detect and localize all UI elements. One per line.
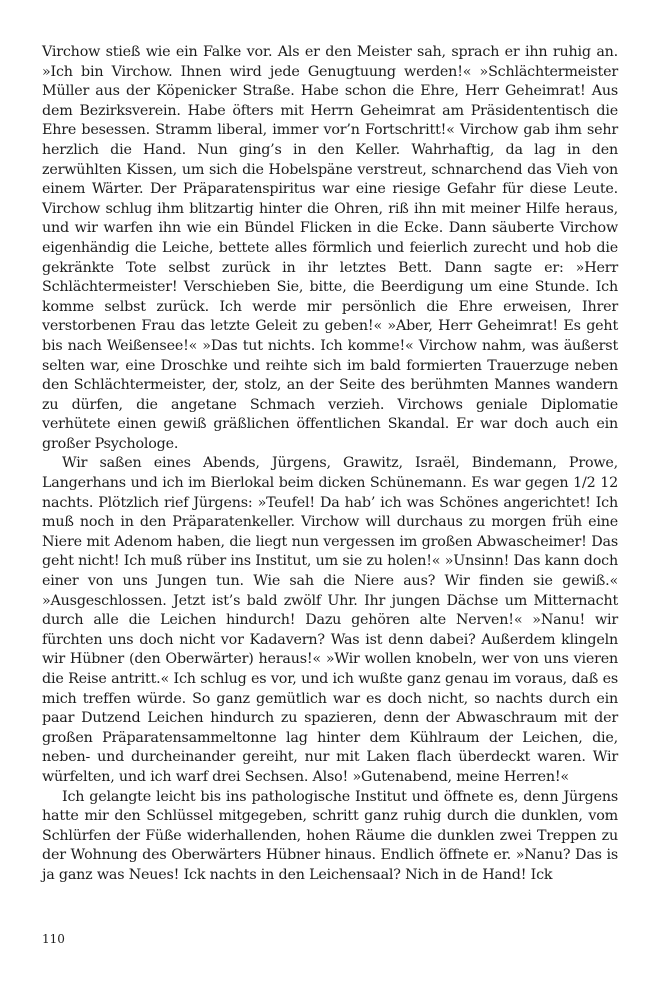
paragraph-pathologisches-institut: Ich gelangte leicht bis ins pathologische Institut und öffnete es, denn Jürgens hatte mir den Schlüssel mitgegeben, schritt ganz ruhig durch die dunklen, vom Schlürfen der Füße widerhallenden, hohen Räume die dunklen zwei Treppen zu der Wohnung des Oberwärters Hübner hinaus. Endlich öffnete er. »Nanu? Das is ja ganz was Neues! Ick nachts in den Leichensaal? Nich in de Hand! Ick (42, 788, 618, 883)
page-number: 110 (42, 932, 65, 946)
paragraph-virchow-falke: Virchow stieß wie ein Falke vor. Als er den Meister sah, sprach er ihn ruhig an. »Ich bin Virchow. Ihnen wird jede Genugtuung werden!« »Schlächtermeister Müller aus der Köpenicker Straße. Habe schon die Ehre, Herr Geheimrat! Aus dem Bezirksverein. Habe öfters mit Herrn Geheimrat am Präsidententisch die Ehre besessen. Stramm liberal, immer vor’n Fortschritt!« Virchow gab ihm sehr herzlich die Hand. Nun ging’s in den Keller. Wahrhaftig, da lag in den zerwühlten Kissen, um sich die Hobelspäne verstreut, schnarchend das Vieh von einem Wärter. Der Präparatenspiritus war eine riesige Gefahr für diese Leute. Virchow schlug ihm blitzartig hinter die Ohren, riß ihn mit meiner Hilfe heraus, und wir warfen ihn wie ein Bündel Flicken in die Ecke. Dann säuberte Virchow eigenhändig die Leiche, bettete alles förmlich und feierlich zurecht und hob die gekränkte Tote selbst zurück in ihr letztes Bett. Dann sagte er: »Herr Schlächtermeister! Verschieben Sie, bitte, die Beerdigung um eine Stunde. Ich komme selbst zurück. Ich werde mir persönlich die Ehre erweisen, Ihrer verstorbenen Frau das letzte Geleit zu geben!« »Aber, Herr Geheimrat! Es geht bis nach Weißensee!« »Das tut nichts. Ich komme!« Virchow nahm, was äußerst selten war, eine Droschke und reihte sich im bald formierten Trauerzuge neben den Schlächtermeister, der, stolz, an der Seite des berühmten Mannes wandern zu dürfen, die angetane Schmach verzieh. Virchows geniale Diplomatie verhütete einen gewiß gräßlichen öffentlichen Skandal. Er war doch auch ein großer Psychologe. (42, 44, 618, 452)
paragraph-bierlokal: Wir saßen eines Abends, Jürgens, Grawitz, Israël, Bindemann, Prowe, Langerhans und ich im Bierlokal beim dicken Schünemann. Es war gegen 1/2 12 nachts. Plötzlich rief Jürgens: »Teufel! Da hab’ ich was Schönes angerichtet! Ich muß noch in den Präparatenkeller. Virchow will durchaus zu morgen früh eine Niere mit Adenom haben, die liegt nun vergessen im großen Abwascheimer! Das geht nicht! Ich muß rüber ins Institut, um sie zu holen!« »Unsinn! Das kann doch einer von uns Jungen tun. Wie sah die Niere aus? Wir finden sie gewiß.« »Ausgeschlossen. Jetzt ist’s bald zwölf Uhr. Ihr jungen Dächse um Mitternacht durch alle die Leichen hindurch! Dazu gehören alte Nerven!« »Nanu! wir fürchten uns doch nicht vor Kadavern? Was ist denn dabei? Außerdem klingeln wir Hübner (den Oberwärter) heraus!« »Wir wollen knobeln, wer von uns vieren die Reise antritt.« Ich schlug es vor, und ich wußte ganz genau im voraus, daß es mich treffen würde. So ganz gemütlich war es doch nicht, so nachts durch ein paar Dutzend Leichen hindurch zu spazieren, denn der Abwaschraum mit der großen Präparatensammeltonne lag hinter dem Kühlraum der Leichen, die, neben- und durcheinander gereiht, nur mit Laken flach überdeckt waren. Wir würfelten, und ich warf drei Sechsen. Also! »Gutenabend, meine Herren!« (42, 455, 618, 785)
page-body (42, 43, 618, 886)
